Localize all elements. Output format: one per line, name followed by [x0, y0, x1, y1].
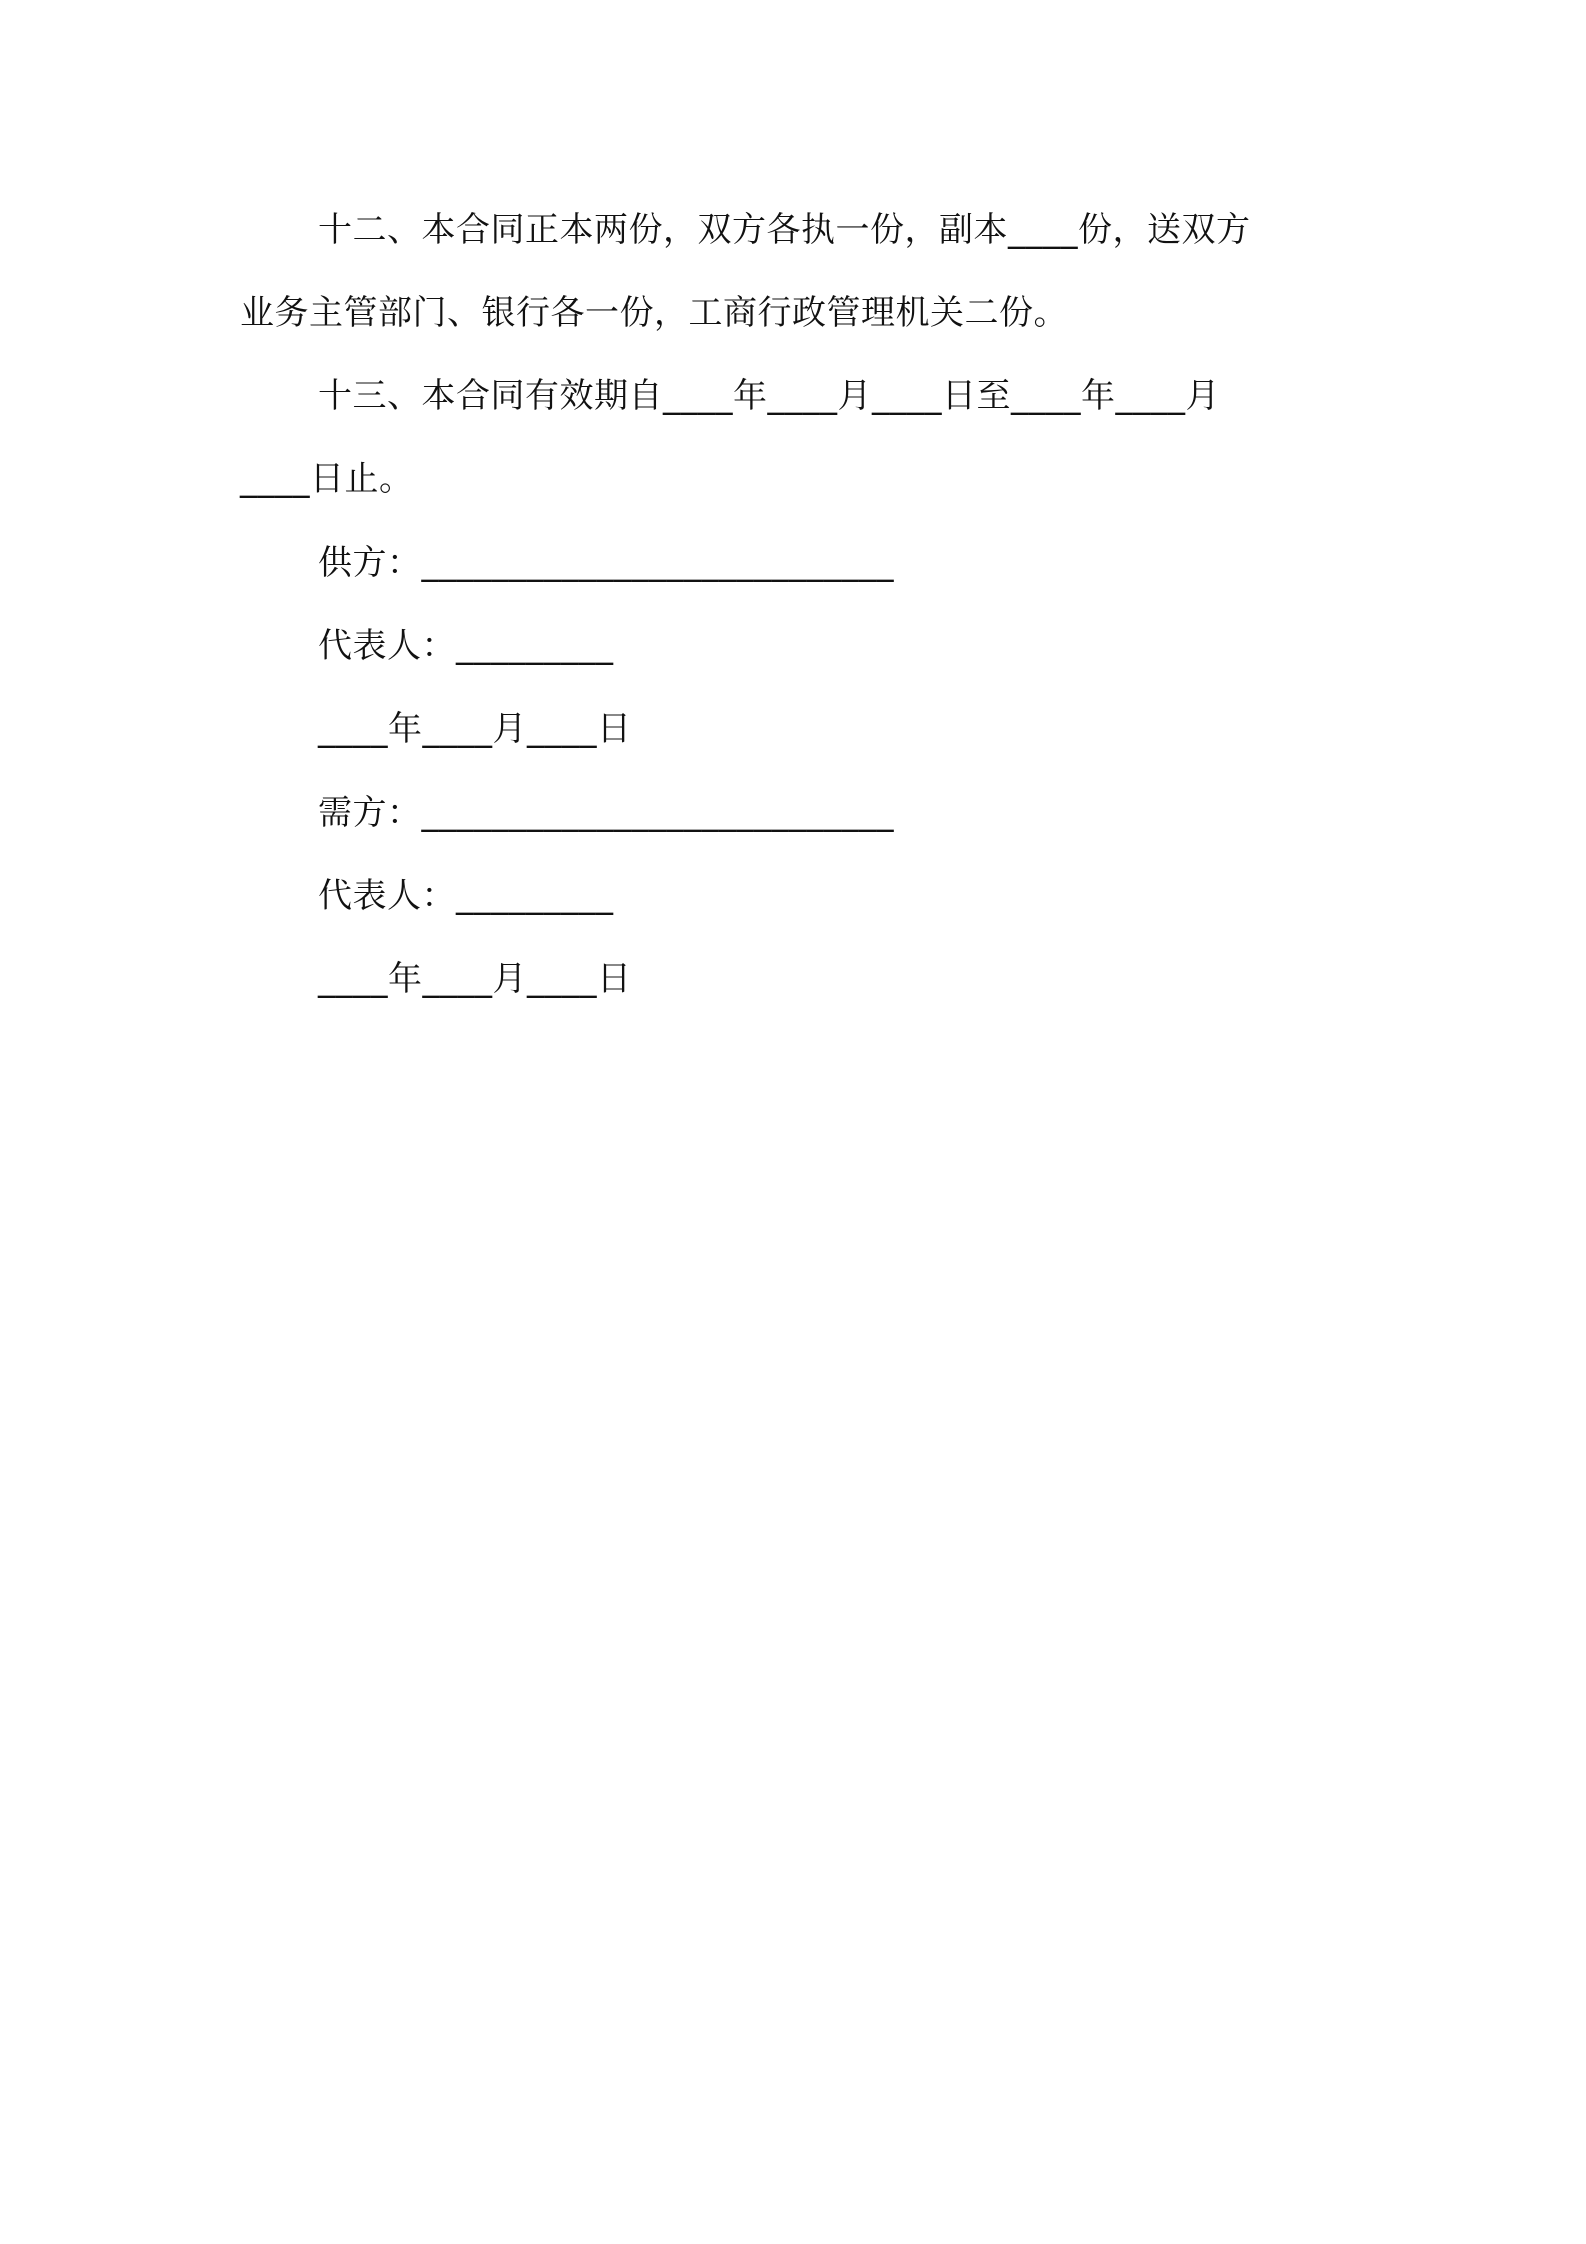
clause-12-line-2: 业务主管部门、银行各一份，工商行政管理机关二份。	[240, 293, 1068, 333]
supplier-representative-line: 代表人：_________	[318, 626, 614, 666]
clause-13-line-2: ____日止。	[240, 459, 414, 499]
clause-13-line-1: 十三、本合同有效期自____年____月____日至____年____月	[318, 376, 1220, 416]
supplier-signature-line: 供方：___________________________	[318, 543, 894, 583]
buyer-date-line: ____年____月____日	[318, 959, 632, 999]
supplier-date-line: ____年____月____日	[318, 709, 632, 749]
buyer-representative-line: 代表人：_________	[318, 876, 614, 916]
clause-12-line-1: 十二、本合同正本两份，双方各执一份，副本____份，送双方	[318, 210, 1251, 250]
buyer-signature-line: 需方：___________________________	[318, 793, 894, 833]
